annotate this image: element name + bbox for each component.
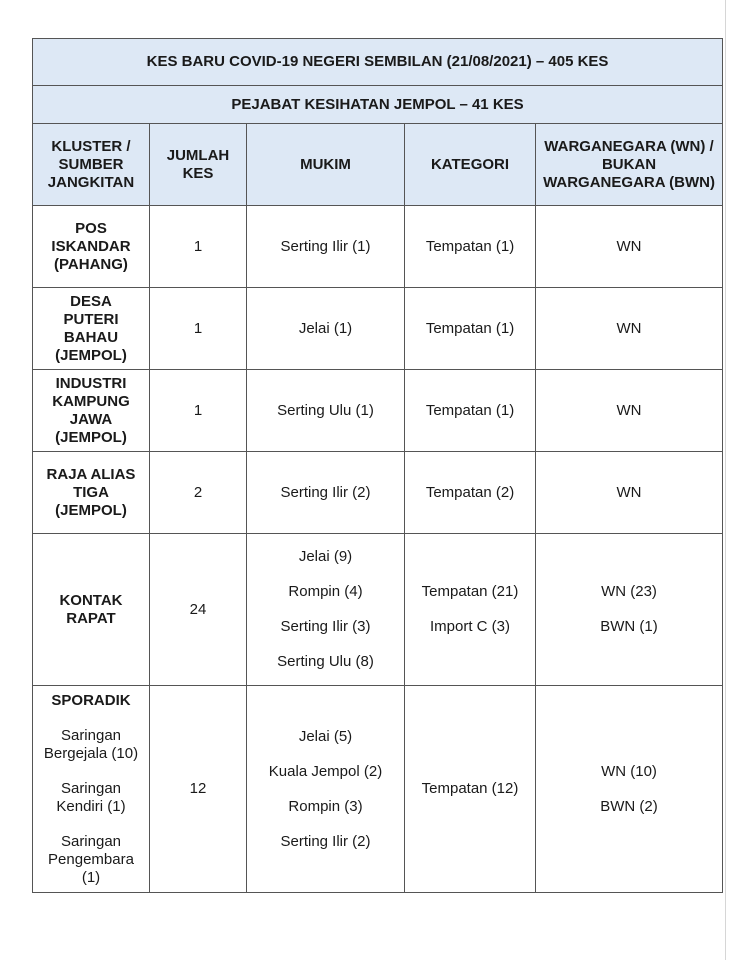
cluster-label: SPORADIK (51, 691, 131, 709)
wn-item: WN (616, 483, 642, 501)
kategori-item: Tempatan (1) (425, 319, 515, 337)
cluster-line: (PAHANG) (54, 255, 128, 273)
mukim-item: Jelai (1) (298, 319, 353, 337)
cluster-line: POS (75, 219, 107, 237)
kategori-cell (405, 534, 536, 686)
cluster-line: TIGA (73, 483, 109, 501)
cluster-cell (33, 452, 150, 534)
mukim-item: Rompin (3) (288, 797, 363, 815)
kategori-cell (405, 288, 536, 370)
column-header-row (33, 124, 723, 206)
kategori-item: Tempatan (21) (421, 583, 519, 600)
title-row (33, 39, 723, 86)
cluster-sub-line: Pengembara (48, 850, 134, 868)
table-row (33, 534, 723, 686)
cluster-cell (33, 288, 150, 370)
mukim-item: Serting Ilir (1) (280, 237, 371, 255)
cluster-sub-line: Bergejala (10) (43, 744, 139, 762)
kategori-item: Tempatan (1) (425, 237, 515, 255)
subtitle-row (33, 86, 723, 124)
cluster-sub-line: Saringan (60, 832, 122, 850)
wn-item: WN (10) (601, 762, 657, 780)
jumlah-cell: 1 (150, 370, 247, 452)
wn-item: WN (23) (601, 583, 657, 600)
jumlah-cell: 12 (150, 686, 247, 893)
wn-cell (536, 534, 723, 686)
wn-item: WN (616, 237, 642, 255)
wn-cell (536, 206, 723, 288)
header-cluster: KLUSTER / SUMBER JANGKITAN (33, 124, 150, 206)
kategori-item: Tempatan (2) (425, 483, 515, 501)
mukim-cell (247, 686, 405, 893)
cluster-sub-line: Saringan (60, 779, 122, 797)
mukim-item: Serting Ulu (1) (277, 401, 374, 419)
kategori-item: Tempatan (1) (425, 401, 515, 419)
table-subtitle: PEJABAT KESIHATAN JEMPOL – 41 KES (33, 86, 723, 124)
cluster-sub-line: (1) (81, 868, 101, 886)
kategori-cell (405, 370, 536, 452)
wn-item: WN (616, 401, 642, 419)
jumlah-cell: 1 (150, 206, 247, 288)
kategori-cell (405, 206, 536, 288)
cluster-cell (33, 370, 150, 452)
kategori-item: Import C (3) (429, 618, 510, 635)
mukim-item: Serting Ilir (2) (280, 832, 371, 850)
mukim-item: Rompin (4) (288, 583, 363, 600)
wn-cell (536, 370, 723, 452)
cluster-line: DESA (70, 292, 112, 310)
table-row (33, 288, 723, 370)
wn-item: BWN (1) (600, 618, 658, 635)
cluster-line: (JEMPOL) (55, 346, 127, 364)
mukim-cell (247, 288, 405, 370)
cluster-line: JAWA (69, 410, 113, 428)
cluster-sub-line: Kendiri (1) (56, 797, 126, 815)
kategori-cell (405, 686, 536, 893)
cluster-line: KAMPUNG (52, 392, 130, 410)
covid-cases-table (32, 38, 723, 893)
cluster-line: RAJA ALIAS (46, 465, 136, 483)
page-edge-line (725, 0, 726, 960)
cluster-line: (JEMPOL) (55, 428, 127, 446)
table-row (33, 686, 723, 893)
mukim-cell (247, 534, 405, 686)
wn-item: WN (616, 319, 642, 337)
mukim-item: Serting Ilir (3) (280, 618, 371, 635)
mukim-cell (247, 370, 405, 452)
mukim-item: Jelai (9) (298, 548, 353, 565)
mukim-cell (247, 452, 405, 534)
cluster-line: RAPAT (66, 609, 116, 627)
cluster-line: BAHAU (63, 328, 119, 346)
kategori-item: Tempatan (12) (421, 780, 519, 797)
wn-cell (536, 452, 723, 534)
mukim-item: Serting Ilir (2) (280, 483, 371, 501)
wn-cell (536, 288, 723, 370)
cluster-cell (33, 534, 150, 686)
jumlah-cell: 1 (150, 288, 247, 370)
cluster-sub-line: Saringan (60, 726, 122, 744)
mukim-item: Serting Ulu (8) (277, 653, 374, 670)
jumlah-cell: 24 (150, 534, 247, 686)
table-row (33, 370, 723, 452)
cluster-line: (JEMPOL) (55, 501, 127, 519)
cluster-line: ISKANDAR (51, 237, 131, 255)
header-mukim: MUKIM (247, 124, 405, 206)
table-row (33, 452, 723, 534)
header-jumlah: JUMLAH KES (150, 124, 247, 206)
wn-item: BWN (2) (600, 797, 658, 815)
kategori-cell (405, 452, 536, 534)
cluster-line: INDUSTRI (55, 374, 127, 392)
cluster-line: KONTAK (59, 591, 123, 609)
header-warganegara: WARGANEGARA (WN) / BUKAN WARGANEGARA (BWN) (536, 124, 723, 206)
mukim-item: Kuala Jempol (2) (268, 762, 383, 780)
table-row (33, 206, 723, 288)
mukim-item: Jelai (5) (298, 727, 353, 745)
wn-cell (536, 686, 723, 893)
table-title: KES BARU COVID-19 NEGERI SEMBILAN (21/08/2021) – 405 KES (33, 39, 723, 86)
cluster-cell (33, 206, 150, 288)
mukim-cell (247, 206, 405, 288)
header-kategori: KATEGORI (405, 124, 536, 206)
jumlah-cell: 2 (150, 452, 247, 534)
cluster-line: PUTERI (63, 310, 119, 328)
cluster-cell (33, 686, 150, 893)
